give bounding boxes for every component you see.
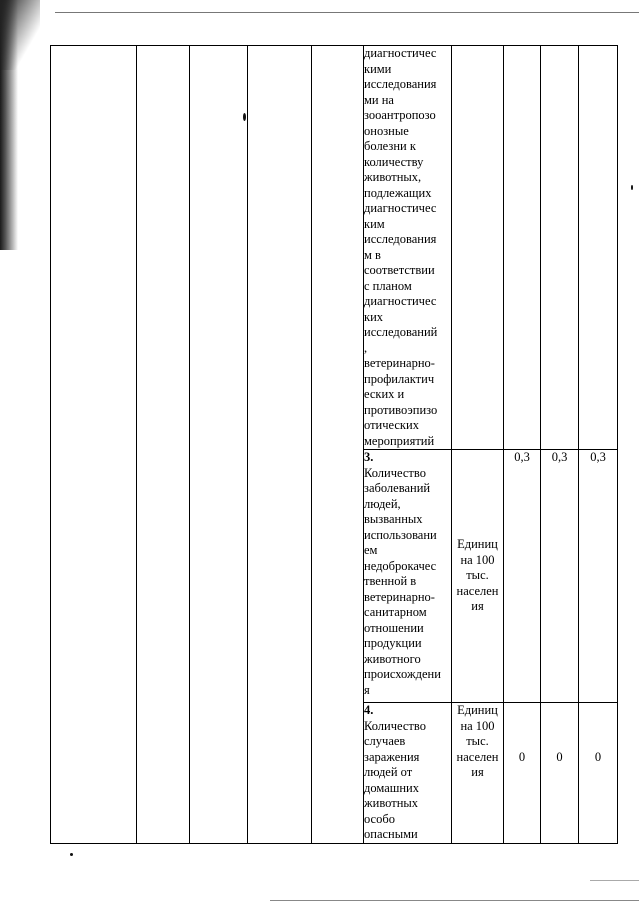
indicator-value: 0,3 (504, 450, 541, 703)
indicator-description-text: Количество случаев заражения людей от домашних животных особо опасными (364, 718, 426, 841)
indicators-table (50, 45, 618, 844)
indicator-value (579, 46, 618, 450)
indicator-description-text: Количество заболеваний людей, вызванных использовани ем недоброкачес твенной в ветеринарно- санитарном отношении продукции животного происхождени я (364, 465, 441, 697)
indicator-number: 4. (364, 703, 374, 717)
indicator-unit (452, 46, 504, 450)
scan-bottom-line-short (590, 880, 639, 881)
table-cell-empty (137, 46, 190, 844)
indicator-description (364, 450, 452, 703)
table-cell-empty (312, 46, 364, 844)
table-cell-empty (51, 46, 137, 844)
indicator-description-text: диагностичес кими исследования ми на зооантропозо онозные болезни к количеству животных, подлежащих диагностичес ким исследования м в соответствии с планом диагностичес ких исследований , ветеринарно- профилактич еских и противоэпизо отических мероприятий (364, 46, 438, 448)
indicator-unit: Единиц на 100 тыс. населен ия (452, 450, 504, 703)
scan-corner-shadow (0, 0, 40, 70)
indicator-unit: Единиц на 100 тыс. населен ия (452, 703, 504, 844)
indicator-value: 0,3 (541, 450, 579, 703)
scan-top-line (55, 12, 639, 13)
table-cell-empty (190, 46, 248, 844)
indicator-value: 0,3 (579, 450, 618, 703)
scan-speck (70, 853, 73, 856)
indicator-description (364, 46, 452, 450)
indicator-value (541, 46, 579, 450)
indicator-value: 0 (541, 703, 579, 844)
scan-bottom-line (270, 900, 639, 901)
scan-speck (631, 185, 633, 190)
indicator-value (504, 46, 541, 450)
table-row (51, 46, 618, 450)
indicator-description (364, 703, 452, 844)
indicator-value: 0 (579, 703, 618, 844)
indicator-number: 3. (364, 450, 374, 464)
indicator-value: 0 (504, 703, 541, 844)
table-cell-empty (248, 46, 312, 844)
